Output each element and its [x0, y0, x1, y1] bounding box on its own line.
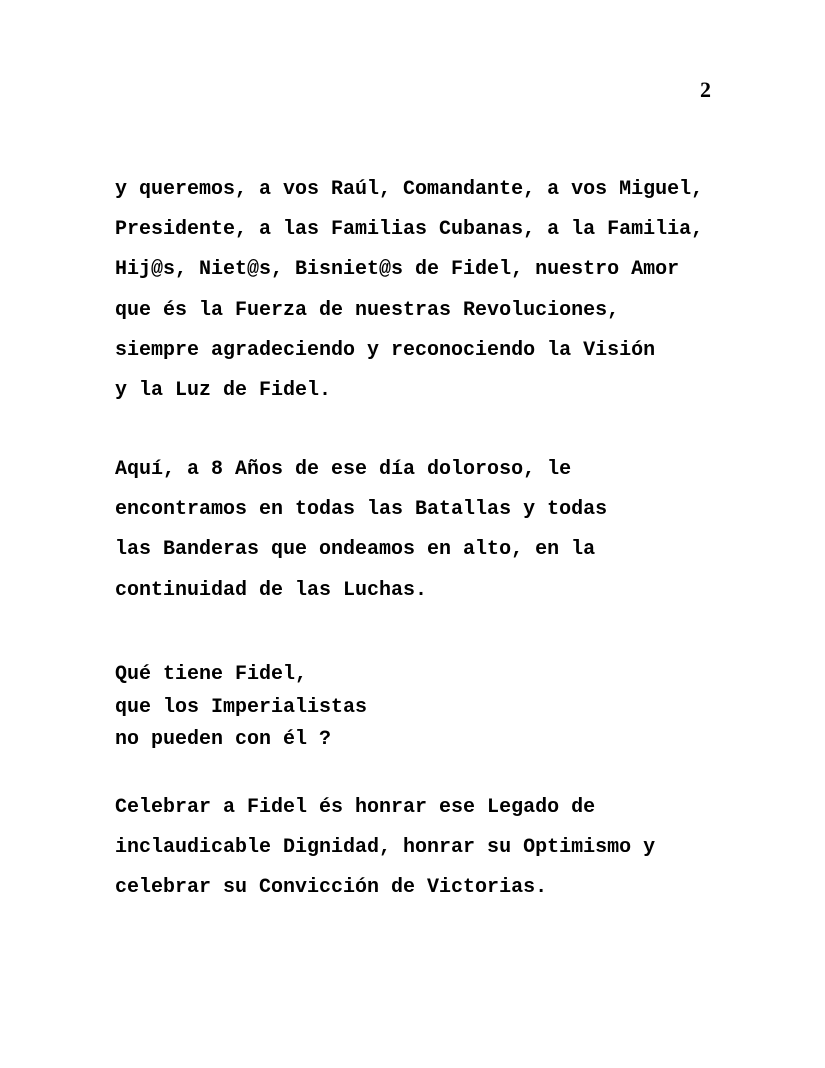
text-line: continuidad de las Luchas.	[115, 578, 428, 602]
text-line: Presidente, a las Familias Cubanas, a la Familia,	[115, 218, 704, 242]
text-line: que los Imperialistas	[115, 695, 368, 719]
text-line: y queremos, a vos Raúl, Comandante, a vos Miguel,	[115, 178, 704, 201]
text-line: Hij@s, Niet@s, Bisniet@s de Fidel, nuestro Amor	[115, 258, 680, 282]
text-line: encontramos en todas las Batallas y todas	[115, 498, 608, 522]
text-line: que és la Fuerza de nuestras Revoluciones,	[115, 298, 620, 322]
text-line: Celebrar a Fidel és honrar ese Legado de	[115, 796, 596, 819]
page-number: 2	[700, 77, 711, 102]
paragraph-4	[115, 788, 715, 909]
text-line: inclaudicable Dignidad, honrar su Optimismo y	[115, 836, 656, 860]
text-line: celebrar su Convicción de Victorias.	[115, 876, 548, 900]
text-line: Aquí, a 8 Años de ese día doloroso, le	[115, 458, 572, 481]
text-line: siempre agradeciendo y reconociendo la Visión	[115, 338, 656, 362]
text-line: y la Luz de Fidel.	[115, 379, 332, 403]
paragraph-3-verse	[115, 659, 715, 757]
text-line: las Banderas que ondeamos en alto, en la	[115, 538, 596, 562]
paragraph-2	[115, 450, 715, 611]
text-line: Qué tiene Fidel,	[115, 663, 308, 686]
text-line: no pueden con él ?	[115, 728, 332, 751]
paragraph-1	[115, 170, 715, 411]
